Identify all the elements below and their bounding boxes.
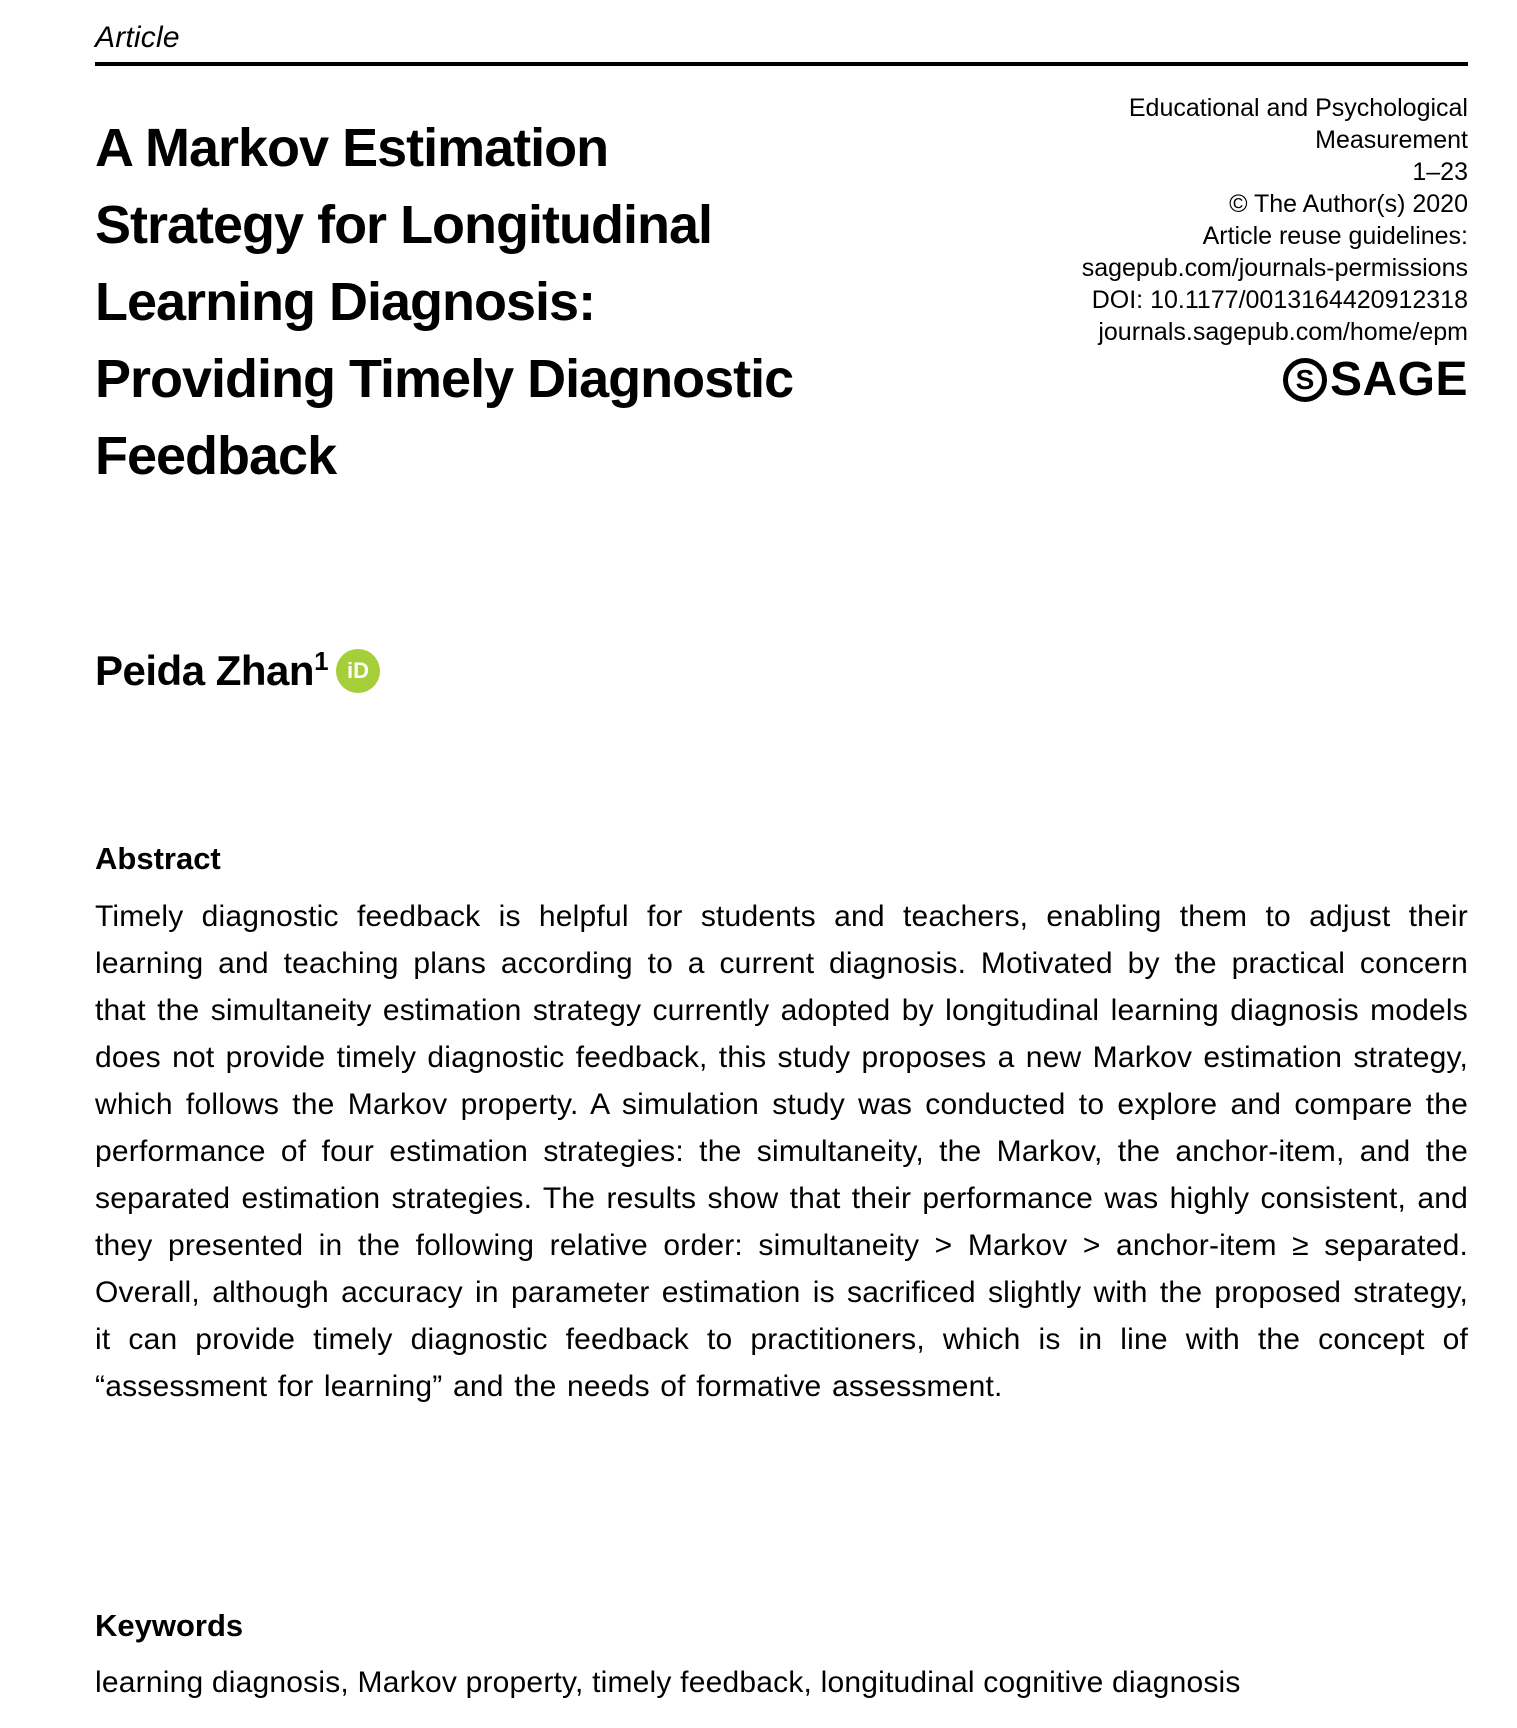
keywords-heading: Keywords [95, 1608, 244, 1643]
reuse-guidelines-label: Article reuse guidelines: [1202, 222, 1468, 250]
paper-title [95, 90, 793, 495]
sage-logo [1082, 353, 1468, 406]
affiliation-superscript: 1 [314, 646, 329, 676]
title-line: A Markov Estimation [95, 118, 609, 178]
orcid-id-icon[interactable]: iD [336, 649, 380, 693]
permissions-link[interactable]: sagepub.com/journals-permissions [1081, 254, 1468, 282]
copyright-line: © The Author(s) 2020 [1229, 190, 1468, 218]
author-name-text: Peida Zhan [95, 647, 315, 694]
header-row [95, 90, 1468, 495]
sage-logo-mark: S [1295, 364, 1315, 395]
keywords-text: learning diagnosis, Markov property, timely feedback, longitudinal cognitive diagnosis [95, 1666, 1241, 1699]
journal-home-link[interactable]: journals.sagepub.com/home/epm [1098, 318, 1468, 346]
header-rule [95, 62, 1468, 66]
journal-name-line-1: Educational and Psychological [1128, 94, 1468, 122]
section-label: Article [95, 21, 180, 54]
abstract-text: Timely diagnostic feedback is helpful for students and teachers, enabling them to adjust their learning and teaching plans according to a current diagnosis. Motivated by the practical concern that the simultaneity estimation strategy currently adopted by longitudinal learning diagnosis models does not provide timely diagnostic feedback, this study proposes a new Markov estimation strategy, which follows the Markov property. A simulation study was conducted to explore and compare the performance of four estimation strategies: the simultaneity, the Markov, the anchor-item, and the separated estimation strategies. The results show that their performance was highly consistent, and they presented in the following relative order: simultaneity > Markov > anchor-item ≥ separated. Overall, although accuracy in parameter estimation is sacrificed slightly with the proposed strategy, it can provide timely diagnostic feedback to practitioners, which is in line with the concept of “assessment for learning” and the needs of formative assessment. [95, 900, 1468, 1403]
page-range: 1–23 [1412, 158, 1468, 186]
journal-info [1082, 90, 1468, 495]
sage-logo-text: SAGE [1329, 353, 1468, 406]
author-row [95, 645, 1468, 697]
title-line: Feedback [95, 426, 337, 486]
title-line: Learning Diagnosis: [95, 272, 596, 332]
abstract-heading: Abstract [95, 841, 221, 876]
author-name [95, 647, 328, 695]
doi-link[interactable]: DOI: 10.1177/0013164420912318 [1091, 286, 1468, 314]
title-line: Strategy for Longitudinal [95, 195, 712, 255]
journal-name-line-2: Measurement [1315, 126, 1468, 154]
sage-circle-s-icon [1283, 358, 1327, 402]
title-line: Providing Timely Diagnostic [95, 349, 794, 409]
